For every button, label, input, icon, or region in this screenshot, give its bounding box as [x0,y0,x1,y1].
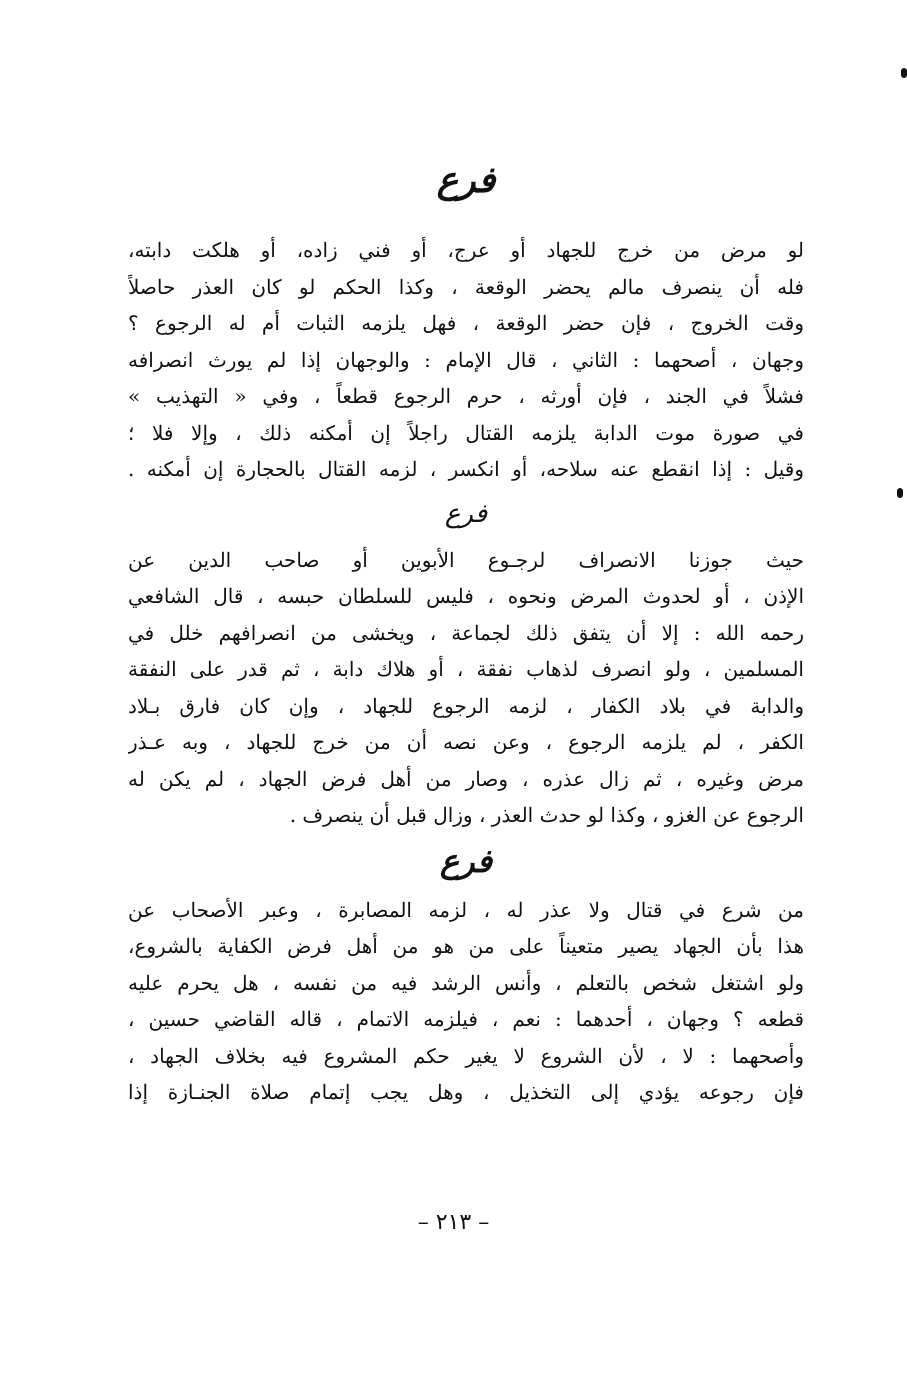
text-line: وجهان ، أصحهما : الثاني ، قال الإمام : والوجهان إذا لم يورث انصرافه [128,347,804,372]
text-line: والدابة في بلاد الكفار ، لزمه الرجوع للجهاد ، وإن كان فارق بـلاد [128,693,804,718]
text-line: فإن رجوعه يؤدي إلى التخذيل ، وهل يجب إتمام صلاة الجنـازة إذا [128,1080,804,1104]
text-line: فشلاً في الجند ، فإن أورثه ، حرم الرجوع قطعاً ، وفي « التهذيب » [128,384,804,408]
text-line: المسلمين ، ولو انصرف لذهاب نفقة ، أو هلاك دابة ، ثم قدر على النفقة [128,657,804,681]
paragraph [128,542,804,834]
text-line: لو مرض من خرج للجهاد أو عرج، أو فني زاده، أو هلكت دابته، [128,238,804,262]
text-line: من شرع في قتال ولا عذر له ، لزمه المصابرة ، وعبر الأصحاب عن [128,897,804,922]
text-line: هذا بأن الجهاد يصير متعيناً على من هو من أهل فرض الكفاية بالشروع، [128,934,804,958]
text-line: وقت الخروج ، فإن حضر الوقعة ، فهل يلزمه الثبات أم له الرجوع ؟ [128,311,804,335]
document-page [128,150,804,1111]
text-line: حيث جوزنا الانصراف لرجـوع الأبوين أو صاحب الدين عن [128,547,804,572]
section-heading: فرع [439,841,493,880]
text-line: في صورة موت الدابة يلزمه القتال راجلاً إن أمكنه ذلك ، وإلا فلا ؛ [128,420,804,445]
page-number: – ٢١٣ – [417,1210,490,1235]
section-1 [128,150,804,488]
text-line: الإذن ، أو لحدوث المرض ونحوه ، فليس للسلطان حبسه ، قال الشافعي [128,584,804,608]
text-line: رحمه الله : إلا أن يتفق ذلك لجماعة ، ويخشى من انصرافهم خلل في [128,620,804,645]
section-heading: فرع [444,498,488,529]
section-3 [128,836,804,1111]
text-line: ولو اشتغل شخص بالتعلم ، وأنس الرشد فيه من نفسه ، هل يحرم عليه [128,970,804,995]
text-line: الرجوع عن الغزو ، وكذا لو حدث العذر ، وزال قبل أن ينصرف . [289,803,804,827]
text-line: الكفر ، لم يلزمه الرجوع ، وعن نصه أن من خرج للجهاد ، وبه عـذر [128,730,804,754]
section-heading: فرع [436,159,496,201]
text-line: فله أن ينصرف مالم يحضر الوقعة ، وكذا الحكم لو كان العذر حاصلاً [128,274,804,299]
paragraph [128,892,804,1111]
paragraph [128,232,804,488]
page-edge-mark-top [901,68,907,78]
page-edge-mark-bottom [897,488,903,498]
text-line: وقيل : إذا انقطع عنه سلاحه، أو انكسر ، لزمه القتال بالحجارة إن أمكنه . [128,457,804,481]
text-line: مرض وغيره ، ثم زال عذره ، وصار من أهل فرض الجهاد ، لم يكن له [128,766,804,791]
text-line: وأصحهما : لا ، لأن الشروع لا يغير حكم المشروع فيه بخلاف الجهاد ، [128,1043,804,1068]
text-line: قطعه ؟ وجهان ، أحدهما : نعم ، فيلزمه الاتمام ، قاله القاضي حسين ، [128,1007,804,1031]
section-2 [128,492,804,834]
